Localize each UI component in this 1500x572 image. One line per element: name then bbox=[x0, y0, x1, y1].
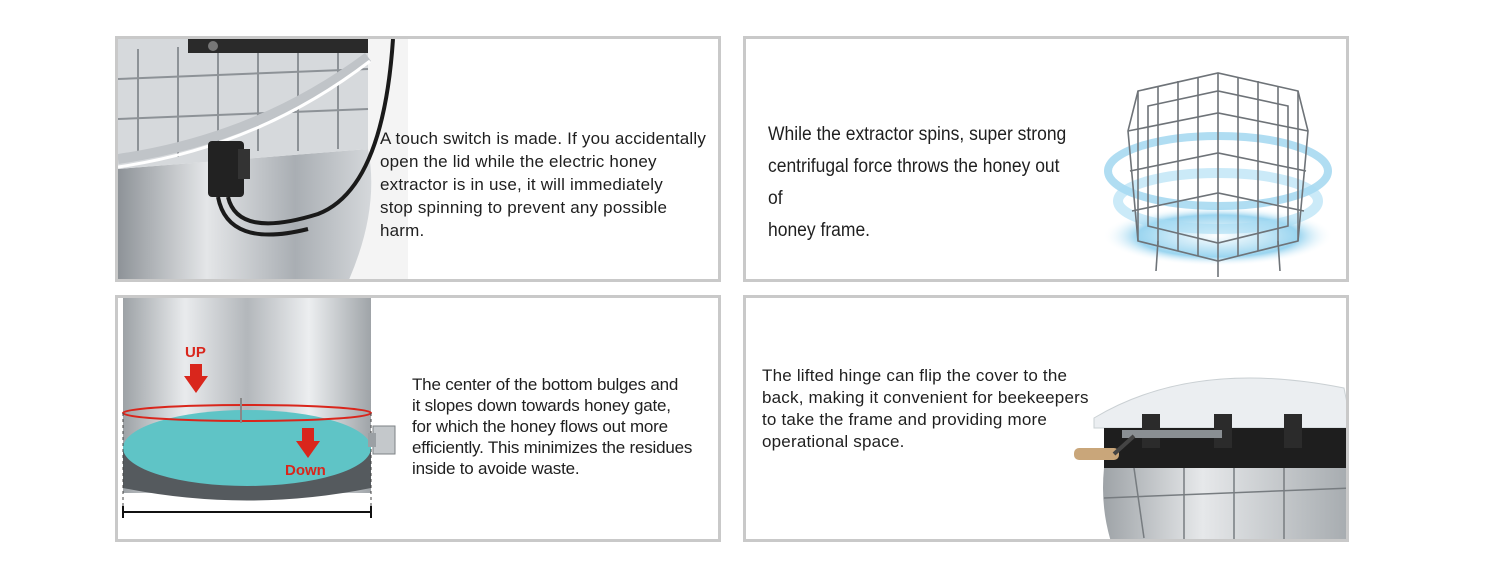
feature-card-centrifugal-force bbox=[743, 36, 1349, 282]
lifted-hinge-image bbox=[1034, 358, 1349, 542]
lifted-hinge-description: The lifted hinge can flip the cover to the back, making it convenient for beekeepers to take the frame and providing more operational space. bbox=[762, 366, 1089, 451]
down-label: Down bbox=[285, 462, 326, 479]
centrifugal-description: While the extractor spins, super strong centrifugal force throws the honey out of honey frame. bbox=[768, 124, 1067, 241]
spinning-basket-image bbox=[1098, 51, 1338, 279]
touch-switch-description: A touch switch is made. If you accidentally open the lid while the electric honey extractor is in use, it will immediately stop spinning to prevent any possible harm. bbox=[380, 129, 707, 240]
up-label: UP bbox=[185, 344, 206, 361]
sloped-bottom-diagram bbox=[118, 298, 408, 542]
touch-switch-image bbox=[118, 39, 408, 282]
feature-card-touch-switch bbox=[115, 36, 721, 282]
feature-card-sloped-bottom bbox=[115, 295, 721, 542]
feature-card-lifted-hinge bbox=[743, 295, 1349, 542]
sloped-bottom-description: The center of the bottom bulges and it slopes down towards honey gate, for which the honey flows out more efficiently. This minimizes the residues inside to avoide waste. bbox=[412, 375, 693, 478]
